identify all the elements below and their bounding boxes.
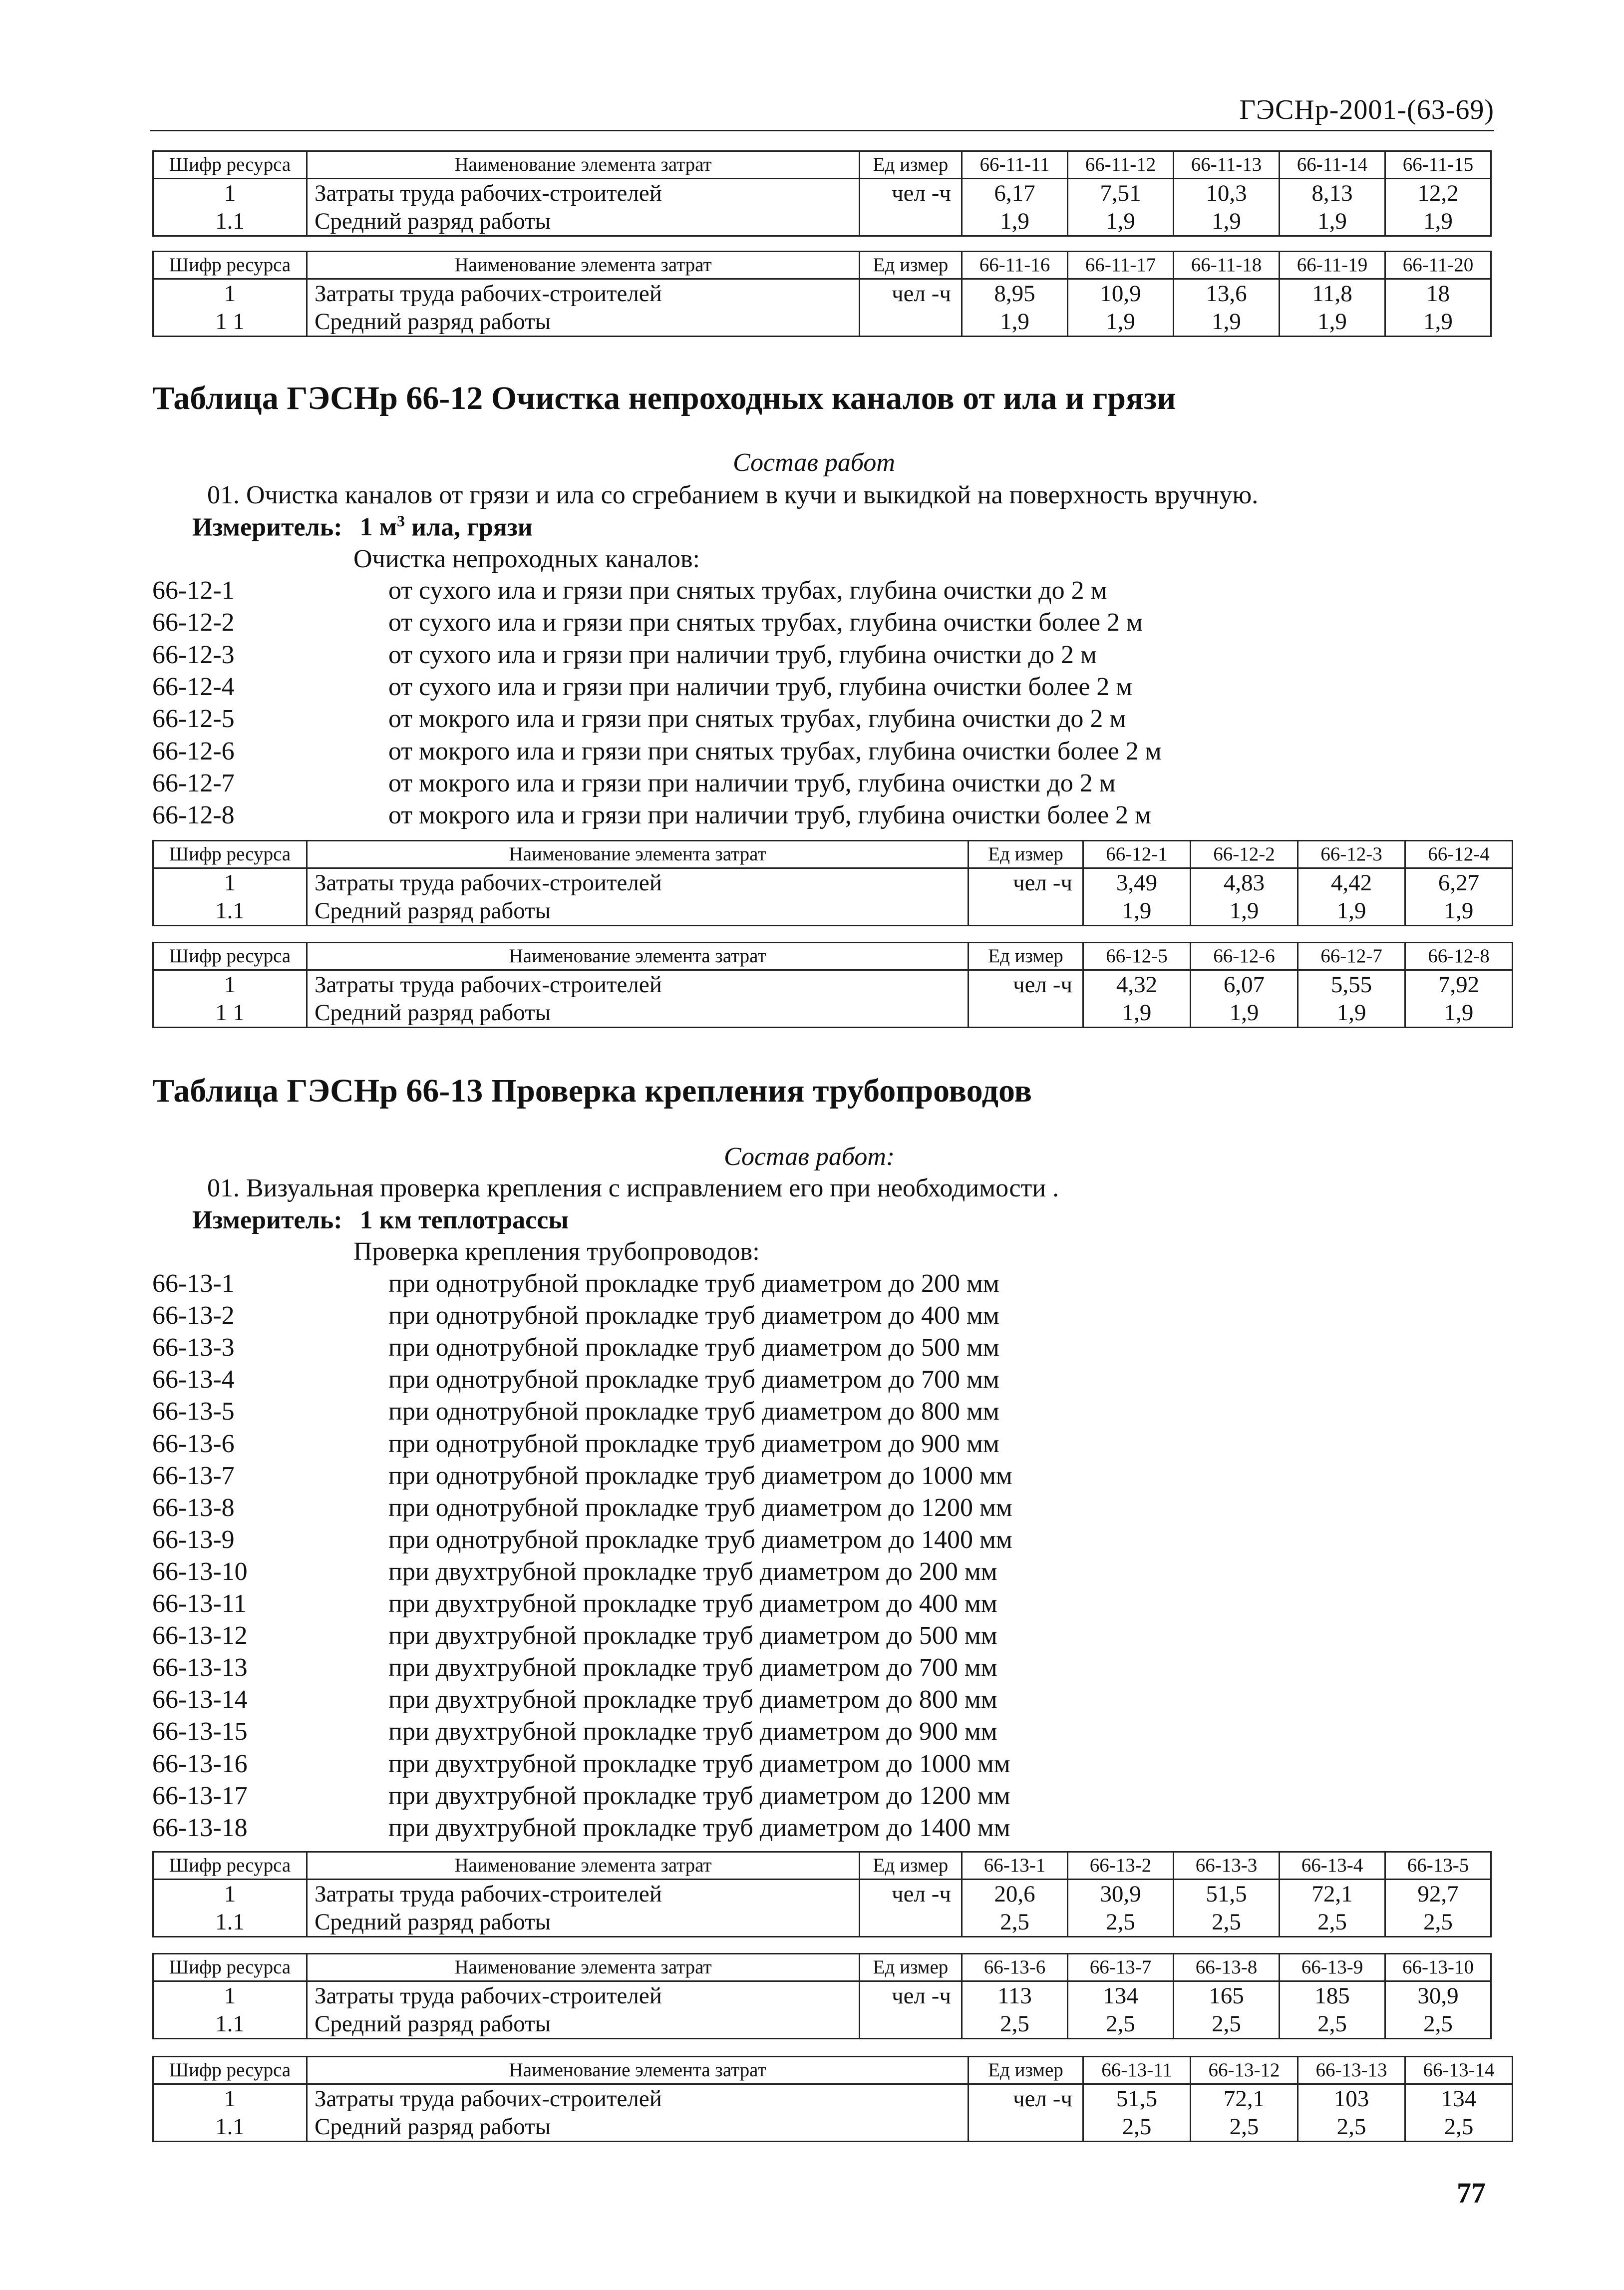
- norm-value: 2,5: [1298, 2113, 1405, 2142]
- norm-value: 7,51: [1068, 179, 1174, 208]
- header-norm-code: 66-13-13: [1298, 2057, 1405, 2084]
- norm-value: 2,5: [1280, 2010, 1385, 2039]
- table-header-row: [153, 1852, 1491, 1880]
- header-norm-code: 66-13-2: [1068, 1852, 1174, 1880]
- resource-code: 1: [153, 868, 307, 897]
- norm-value: 13,6: [1174, 279, 1280, 308]
- meter-value: 1 м: [359, 513, 397, 542]
- work-item-text: при двухтрубной прокладке труб диаметром до 200 мм: [388, 1557, 997, 1586]
- work-item-code: 66-13-15: [152, 1717, 248, 1746]
- norm-value: 6,17: [962, 179, 1068, 208]
- element-name: Средний разряд работы: [307, 2010, 860, 2039]
- element-name: Средний разряд работы: [307, 2113, 969, 2142]
- norm-value: 2,5: [1068, 1908, 1174, 1937]
- header-element-name: Наименование элемента затрат: [307, 1852, 860, 1880]
- element-name: Затраты труда рабочих-строителей: [307, 970, 969, 999]
- norm-value: 1,9: [1280, 308, 1385, 337]
- header-unit: Ед измер: [969, 943, 1083, 970]
- work-item-text: при двухтрубной прокладке труб диаметром до 500 мм: [388, 1621, 997, 1650]
- header-norm-code: 66-12-2: [1191, 841, 1298, 868]
- norm-value: 1,9: [1191, 897, 1298, 926]
- table-row: [153, 308, 1491, 337]
- work-item-code: 66-13-11: [152, 1589, 247, 1618]
- composition-title: Состав работ:: [724, 1143, 895, 1171]
- work-item-text: при однотрубной прокладке труб диаметром до 800 мм: [388, 1397, 999, 1426]
- meter: [192, 1205, 569, 1235]
- work-item-code: 66-13-7: [152, 1461, 235, 1490]
- work-item-text: от сухого ила и грязи при наличии труб, глубина очистки более 2 м: [388, 672, 1133, 701]
- resource-code: 1.1: [153, 207, 307, 236]
- meter-value: 1 км теплотрассы: [359, 1206, 569, 1234]
- work-item-code: 66-12-5: [152, 705, 235, 734]
- header-norm-code: 66-11-15: [1385, 151, 1491, 179]
- resource-table: [152, 251, 1492, 337]
- norm-value: 1,9: [1385, 308, 1491, 337]
- work-item-code: 66-12-2: [152, 608, 235, 637]
- unit: [860, 2010, 962, 2039]
- page-header: [150, 90, 1494, 131]
- header-resource-code: Шифр ресурса: [153, 841, 307, 868]
- resource-code: 1: [153, 179, 307, 208]
- resource-code: 1: [153, 1981, 307, 2010]
- work-item-code: 66-12-4: [152, 672, 235, 701]
- header-norm-code: 66-11-19: [1280, 252, 1385, 279]
- norm-value: 1,9: [1405, 897, 1513, 926]
- work-item-code: 66-13-14: [152, 1685, 248, 1714]
- header-norm-code: 66-11-13: [1174, 151, 1280, 179]
- norm-value: 2,5: [1083, 2113, 1191, 2142]
- document-code: ГЭСНр-2001-(63-69): [1239, 94, 1494, 125]
- unit: чел -ч: [969, 868, 1083, 897]
- table-row: [153, 1981, 1491, 2010]
- composition-item: 01. Очистка каналов от грязи и ила со сгребанием в кучи и выкидкой на поверхность вручную.: [207, 481, 1259, 509]
- work-item-code: 66-13-1: [152, 1269, 235, 1298]
- header-resource-code: Шифр ресурса: [153, 252, 307, 279]
- header-unit: Ед измер: [860, 1852, 962, 1880]
- norm-value: 2,5: [1385, 1908, 1491, 1937]
- work-item-text: при однотрубной прокладке труб диаметром до 500 мм: [388, 1333, 999, 1362]
- table-row: [153, 999, 1513, 1028]
- table-header-row: [153, 2057, 1513, 2084]
- work-item-code: 66-13-6: [152, 1429, 235, 1458]
- norm-value: 6,07: [1191, 970, 1298, 999]
- work-item-code: 66-13-18: [152, 1813, 248, 1842]
- work-item-text: от сухого ила и грязи при наличии труб, глубина очистки до 2 м: [388, 640, 1097, 669]
- table-row: [153, 1880, 1491, 1908]
- norm-value: 72,1: [1191, 2084, 1298, 2113]
- work-item-text: при двухтрубной прокладке труб диаметром до 800 мм: [388, 1685, 997, 1714]
- resource-table: [152, 2056, 1513, 2142]
- element-name: Затраты труда рабочих-строителей: [307, 179, 860, 208]
- header-norm-code: 66-13-8: [1174, 1954, 1280, 1981]
- table-row: [153, 2113, 1513, 2142]
- work-item-text: при двухтрубной прокладке труб диаметром до 900 мм: [388, 1717, 997, 1746]
- norm-value: 30,9: [1385, 1981, 1491, 2010]
- work-item-text: при однотрубной прокладке труб диаметром до 400 мм: [388, 1301, 999, 1330]
- norm-value: 4,83: [1191, 868, 1298, 897]
- element-name: Средний разряд работы: [307, 897, 969, 926]
- norm-value: 18: [1385, 279, 1491, 308]
- work-item-text: при однотрубной прокладке труб диаметром до 1000 мм: [388, 1461, 1012, 1490]
- unit: [860, 207, 962, 236]
- composition-title: Состав работ: [733, 448, 895, 477]
- element-name: Затраты труда рабочих-строителей: [307, 868, 969, 897]
- header-norm-code: 66-13-6: [962, 1954, 1068, 1981]
- header-resource-code: Шифр ресурса: [153, 943, 307, 970]
- header-norm-code: 66-11-14: [1280, 151, 1385, 179]
- work-item-code: 66-12-6: [152, 737, 235, 765]
- norm-value: 1,9: [1385, 207, 1491, 236]
- header-norm-code: 66-13-9: [1280, 1954, 1385, 1981]
- work-item-text: при однотрубной прокладке труб диаметром до 700 мм: [388, 1365, 999, 1394]
- work-item-code: 66-12-3: [152, 640, 235, 669]
- table-header-row: [153, 1954, 1491, 1981]
- norm-value: 1,9: [1280, 207, 1385, 236]
- unit: чел -ч: [860, 179, 962, 208]
- table-row: [153, 179, 1491, 208]
- unit: [969, 2113, 1083, 2142]
- norm-value: 2,5: [1068, 2010, 1174, 2039]
- element-name: Средний разряд работы: [307, 308, 860, 337]
- resource-table: [152, 942, 1513, 1028]
- norm-value: 10,3: [1174, 179, 1280, 208]
- header-norm-code: 66-11-20: [1385, 252, 1491, 279]
- resource-code: 1 1: [153, 308, 307, 337]
- header-norm-code: 66-12-8: [1405, 943, 1513, 970]
- norm-value: 12,2: [1385, 179, 1491, 208]
- work-item-text: при однотрубной прокладке труб диаметром до 1400 мм: [388, 1525, 1012, 1554]
- work-item-text: при двухтрубной прокладке труб диаметром до 700 мм: [388, 1653, 997, 1682]
- page-number: 77: [1457, 2177, 1486, 2209]
- header-norm-code: 66-13-11: [1083, 2057, 1191, 2084]
- meter-superscript: 3: [397, 512, 405, 530]
- header-norm-code: 66-12-4: [1405, 841, 1513, 868]
- work-item-text: от мокрого ила и грязи при наличии труб, глубина очистки до 2 м: [388, 768, 1116, 797]
- work-item-code: 66-13-17: [152, 1781, 248, 1810]
- norm-value: 1,9: [1174, 308, 1280, 337]
- header-element-name: Наименование элемента затрат: [307, 252, 860, 279]
- group-title: Проверка крепления трубопроводов:: [353, 1237, 760, 1266]
- work-item-text: при двухтрубной прокладке труб диаметром до 1400 мм: [388, 1813, 1010, 1842]
- work-item-code: 66-13-5: [152, 1397, 235, 1426]
- resource-code: 1.1: [153, 1908, 307, 1937]
- norm-value: 134: [1068, 1981, 1174, 2010]
- header-resource-code: Шифр ресурса: [153, 151, 307, 179]
- header-norm-code: 66-13-12: [1191, 2057, 1298, 2084]
- element-name: Затраты труда рабочих-строителей: [307, 1981, 860, 2010]
- work-item-code: 66-13-13: [152, 1653, 248, 1682]
- header-norm-code: 66-12-6: [1191, 943, 1298, 970]
- table-header-row: [153, 151, 1491, 179]
- work-item-code: 66-13-16: [152, 1749, 248, 1778]
- header-norm-code: 66-13-14: [1405, 2057, 1513, 2084]
- table-row: [153, 207, 1491, 236]
- meter-label: Измеритель:: [192, 513, 342, 542]
- resource-code: 1.1: [153, 2010, 307, 2039]
- work-item-text: от сухого ила и грязи при снятых трубах, глубина очистки до 2 м: [388, 576, 1107, 605]
- work-item-text: при однотрубной прокладке труб диаметром до 200 мм: [388, 1269, 999, 1298]
- table-row: [153, 2010, 1491, 2039]
- norm-value: 20,6: [962, 1880, 1068, 1908]
- unit: [860, 1908, 962, 1937]
- norm-value: 51,5: [1083, 2084, 1191, 2113]
- header-norm-code: 66-11-12: [1068, 151, 1174, 179]
- work-item-text: при двухтрубной прокладке труб диаметром до 400 мм: [388, 1589, 997, 1618]
- table-row: [153, 2084, 1513, 2113]
- unit: [969, 999, 1083, 1028]
- norm-value: 103: [1298, 2084, 1405, 2113]
- header-resource-code: Шифр ресурса: [153, 1954, 307, 1981]
- norm-value: 72,1: [1280, 1880, 1385, 1908]
- header-resource-code: Шифр ресурса: [153, 1852, 307, 1880]
- composition-item: 01. Визуальная проверка крепления с исправлением его при необходимости .: [207, 1174, 1059, 1202]
- section-title: Таблица ГЭСНр 66-12 Очистка непроходных каналов от ила и грязи: [152, 380, 1176, 416]
- header-norm-code: 66-13-4: [1280, 1852, 1385, 1880]
- header-unit: Ед измер: [860, 1954, 962, 1981]
- header-norm-code: 66-13-3: [1174, 1852, 1280, 1880]
- meter-tail: ила, грязи: [405, 513, 533, 542]
- header-norm-code: 66-12-7: [1298, 943, 1405, 970]
- table-header-row: [153, 252, 1491, 279]
- norm-value: 2,5: [1174, 1908, 1280, 1937]
- norm-value: 5,55: [1298, 970, 1405, 999]
- norm-value: 1,9: [962, 308, 1068, 337]
- resource-code: 1.1: [153, 2113, 307, 2142]
- resource-code: 1: [153, 1880, 307, 1908]
- header-norm-code: 66-13-7: [1068, 1954, 1174, 1981]
- header-norm-code: 66-11-11: [962, 151, 1068, 179]
- header-resource-code: Шифр ресурса: [153, 2057, 307, 2084]
- header-norm-code: 66-11-17: [1068, 252, 1174, 279]
- norm-value: 2,5: [1385, 2010, 1491, 2039]
- norm-value: 11,8: [1280, 279, 1385, 308]
- work-item-code: 66-13-2: [152, 1301, 235, 1330]
- norm-value: 1,9: [1298, 999, 1405, 1028]
- table-row: [153, 868, 1513, 897]
- norm-value: 3,49: [1083, 868, 1191, 897]
- table-header-row: [153, 943, 1513, 970]
- header-norm-code: 66-13-10: [1385, 1954, 1491, 1981]
- header-unit: Ед измер: [860, 151, 962, 179]
- norm-value: 1,9: [1298, 897, 1405, 926]
- element-name: Средний разряд работы: [307, 207, 860, 236]
- unit: [860, 308, 962, 337]
- norm-value: 2,5: [962, 2010, 1068, 2039]
- header-norm-code: 66-13-1: [962, 1852, 1068, 1880]
- norm-value: 8,95: [962, 279, 1068, 308]
- norm-value: 2,5: [962, 1908, 1068, 1937]
- work-item-code: 66-13-10: [152, 1557, 248, 1586]
- table-header-row: [153, 841, 1513, 868]
- resource-code: 1.1: [153, 897, 307, 926]
- element-name: Средний разряд работы: [307, 1908, 860, 1937]
- header-norm-code: 66-13-5: [1385, 1852, 1491, 1880]
- norm-value: 185: [1280, 1981, 1385, 2010]
- header-unit: Ед измер: [860, 252, 962, 279]
- work-item-code: 66-13-9: [152, 1525, 235, 1554]
- header-norm-code: 66-12-1: [1083, 841, 1191, 868]
- norm-value: 7,92: [1405, 970, 1513, 999]
- norm-value: 1,9: [1174, 207, 1280, 236]
- norm-value: 1,9: [962, 207, 1068, 236]
- header-element-name: Наименование элемента затрат: [307, 841, 969, 868]
- norm-value: 1,9: [1405, 999, 1513, 1028]
- header-norm-code: 66-11-16: [962, 252, 1068, 279]
- norm-value: 1,9: [1068, 207, 1174, 236]
- work-item-text: при двухтрубной прокладке труб диаметром до 1000 мм: [388, 1749, 1010, 1778]
- unit: чел -ч: [969, 2084, 1083, 2113]
- norm-value: 134: [1405, 2084, 1513, 2113]
- table-row: [153, 279, 1491, 308]
- table-row: [153, 897, 1513, 926]
- element-name: Затраты труда рабочих-строителей: [307, 279, 860, 308]
- norm-value: 51,5: [1174, 1880, 1280, 1908]
- header-unit: Ед измер: [969, 841, 1083, 868]
- work-item-code: 66-12-8: [152, 801, 235, 830]
- header-norm-code: 66-12-5: [1083, 943, 1191, 970]
- norm-value: 1,9: [1083, 999, 1191, 1028]
- header-element-name: Наименование элемента затрат: [307, 2057, 969, 2084]
- resource-code: 1: [153, 279, 307, 308]
- norm-value: 2,5: [1174, 2010, 1280, 2039]
- header-element-name: Наименование элемента затрат: [307, 1954, 860, 1981]
- resource-table: [152, 150, 1492, 237]
- unit: чел -ч: [860, 1880, 962, 1908]
- section-title: Таблица ГЭСНр 66-13 Проверка крепления трубопроводов: [152, 1073, 1032, 1109]
- work-item-code: 66-13-12: [152, 1621, 248, 1650]
- element-name: Затраты труда рабочих-строителей: [307, 1880, 860, 1908]
- work-item-text: при однотрубной прокладке труб диаметром до 1200 мм: [388, 1493, 1012, 1522]
- work-item-text: при двухтрубной прокладке труб диаметром до 1200 мм: [388, 1781, 1010, 1810]
- norm-value: 2,5: [1191, 2113, 1298, 2142]
- norm-value: 1,9: [1191, 999, 1298, 1028]
- header-norm-code: 66-11-18: [1174, 252, 1280, 279]
- norm-value: 92,7: [1385, 1880, 1491, 1908]
- resource-table: [152, 1851, 1492, 1937]
- work-item-code: 66-13-3: [152, 1333, 235, 1362]
- unit: [969, 897, 1083, 926]
- norm-value: 8,13: [1280, 179, 1385, 208]
- element-name: Средний разряд работы: [307, 999, 969, 1028]
- table-row: [153, 1908, 1491, 1937]
- norm-value: 6,27: [1405, 868, 1513, 897]
- unit: чел -ч: [860, 1981, 962, 2010]
- resource-code: 1: [153, 2084, 307, 2113]
- norm-value: 10,9: [1068, 279, 1174, 308]
- resource-code: 1 1: [153, 999, 307, 1028]
- resource-table: [152, 840, 1513, 926]
- norm-value: 113: [962, 1981, 1068, 2010]
- element-name: Затраты труда рабочих-строителей: [307, 2084, 969, 2113]
- norm-value: 4,42: [1298, 868, 1405, 897]
- meter-label: Измеритель:: [192, 1206, 342, 1234]
- header-unit: Ед измер: [969, 2057, 1083, 2084]
- table-row: [153, 970, 1513, 999]
- work-item-code: 66-13-4: [152, 1365, 235, 1394]
- group-title: Очистка непроходных каналов:: [353, 545, 700, 573]
- header-norm-code: 66-12-3: [1298, 841, 1405, 868]
- unit: чел -ч: [860, 279, 962, 308]
- norm-value: 4,32: [1083, 970, 1191, 999]
- meter: [192, 512, 533, 542]
- norm-value: 30,9: [1068, 1880, 1174, 1908]
- header-element-name: Наименование элемента затрат: [307, 943, 969, 970]
- resource-table: [152, 1953, 1492, 2039]
- norm-value: 2,5: [1280, 1908, 1385, 1937]
- unit: чел -ч: [969, 970, 1083, 999]
- norm-value: 2,5: [1405, 2113, 1513, 2142]
- norm-value: 165: [1174, 1981, 1280, 2010]
- header-element-name: Наименование элемента затрат: [307, 151, 860, 179]
- work-item-text: от сухого ила и грязи при снятых трубах, глубина очистки более 2 м: [388, 608, 1143, 637]
- work-item-code: 66-13-8: [152, 1493, 235, 1522]
- norm-value: 1,9: [1083, 897, 1191, 926]
- work-item-text: от мокрого ила и грязи при снятых трубах, глубина очистки более 2 м: [388, 737, 1162, 765]
- work-item-code: 66-12-1: [152, 576, 235, 605]
- work-item-text: от мокрого ила и грязи при наличии труб, глубина очистки более 2 м: [388, 801, 1152, 830]
- norm-value: 1,9: [1068, 308, 1174, 337]
- work-item-code: 66-12-7: [152, 768, 235, 797]
- work-item-text: при однотрубной прокладке труб диаметром до 900 мм: [388, 1429, 999, 1458]
- work-item-text: от мокрого ила и грязи при снятых трубах, глубина очистки до 2 м: [388, 705, 1126, 734]
- resource-code: 1: [153, 970, 307, 999]
